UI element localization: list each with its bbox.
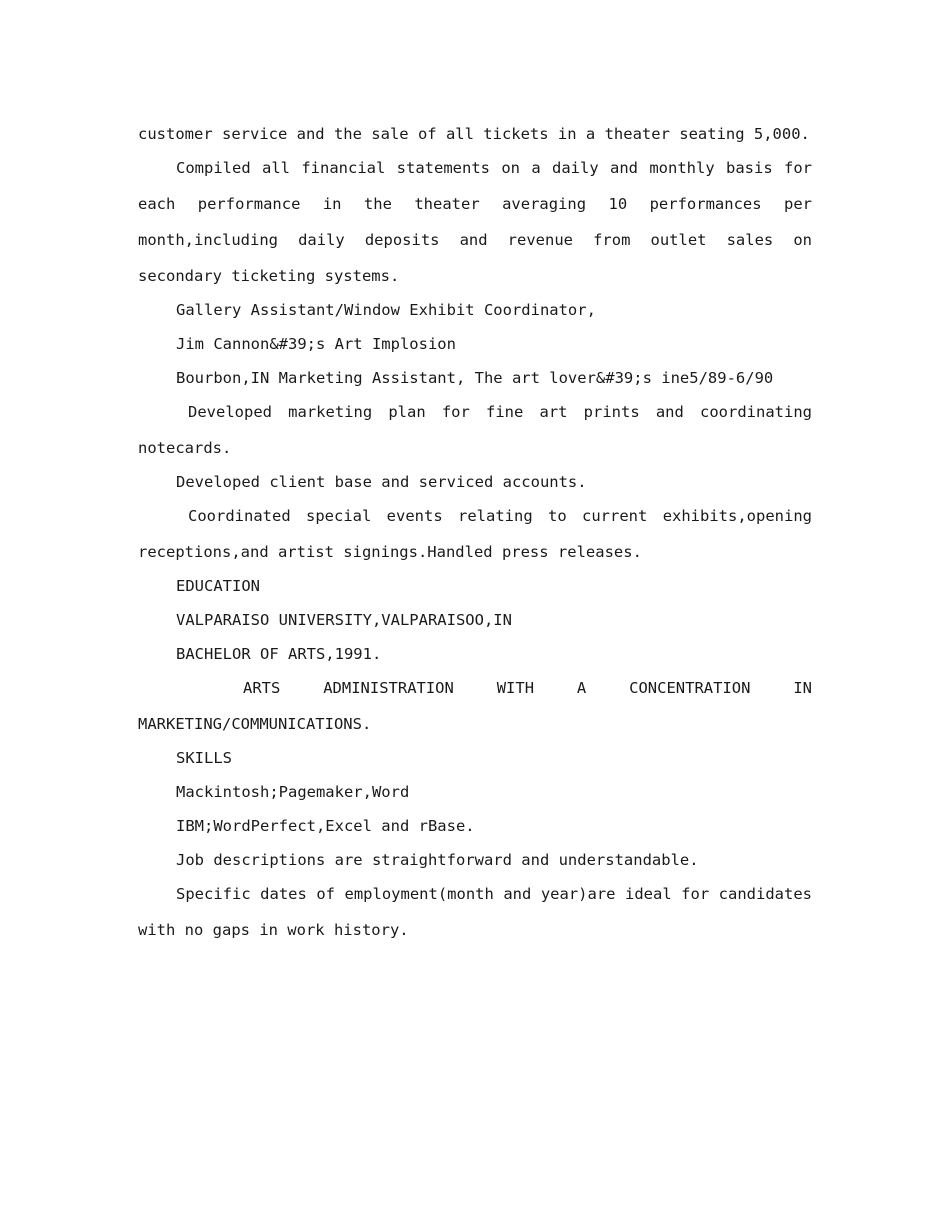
paragraph-ibm-skills: IBM;WordPerfect,Excel and rBase. xyxy=(176,817,475,835)
paragraph-employer-name: Jim Cannon&#39;s Art Implosion xyxy=(176,335,456,353)
paragraph-concentration: ARTS ADMINISTRATION WITH A CONCENTRATION IN MARKETING/COMMUNICATIONS. xyxy=(138,679,812,733)
section-heading-skills: SKILLS xyxy=(176,749,232,767)
paragraph-client-base: Developed client base and serviced accounts. xyxy=(176,473,587,491)
section-heading-education: EDUCATION xyxy=(176,577,260,595)
paragraph-university: VALPARAISO UNIVERSITY,VALPARAISOO,IN xyxy=(176,611,512,629)
paragraph-financial-statements: Compiled all financial statements on a daily and monthly basis for each performance in the theater averaging 10 performances per month,including daily deposits and revenue from outlet sales on secondary ticketing systems. xyxy=(138,159,812,285)
paragraph-employment-dates: Specific dates of employment(month and year)are ideal for candidates with no gaps in work history. xyxy=(138,885,812,939)
paragraph-marketing-assistant: Bourbon,IN Marketing Assistant, The art lover&#39;s ine5/89-6/90 xyxy=(176,369,774,387)
paragraph-job-descriptions: Job descriptions are straightforward and understandable. xyxy=(176,851,699,869)
paragraph-special-events: Coordinated special events relating to current exhibits,opening receptions,and artist signings.Handled press releases. xyxy=(138,507,812,561)
paragraph-degree: BACHELOR OF ARTS,1991. xyxy=(176,645,382,663)
paragraph-ticket-service: customer service and the sale of all tickets in a theater seating 5,000. xyxy=(138,125,810,143)
document-body xyxy=(138,116,812,946)
paragraph-mac-skills: Mackintosh;Pagemaker,Word xyxy=(176,783,410,801)
paragraph-gallery-assistant: Gallery Assistant/Window Exhibit Coordinator, xyxy=(176,301,596,319)
paragraph-marketing-plan: Developed marketing plan for fine art prints and coordinating notecards. xyxy=(138,403,812,457)
